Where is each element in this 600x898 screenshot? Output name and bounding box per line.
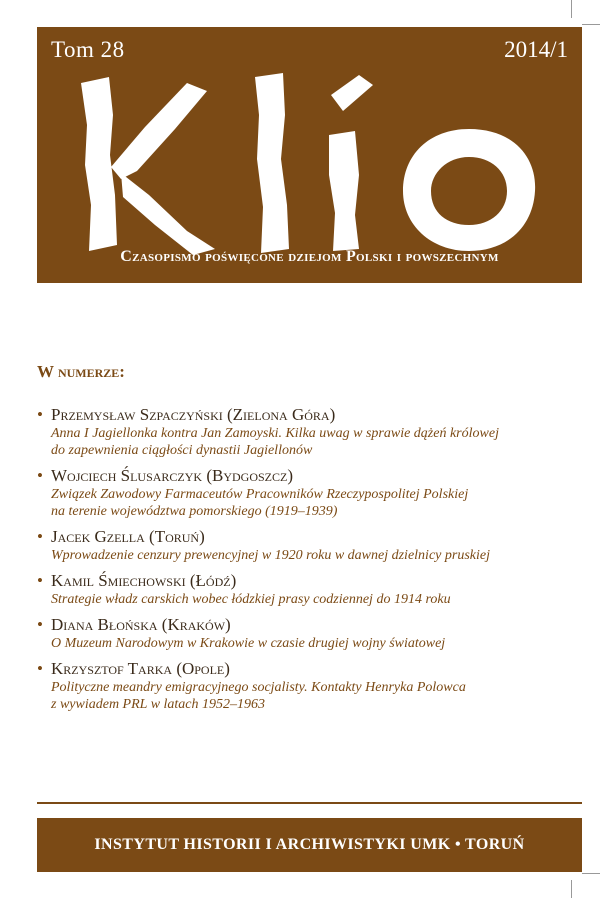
crop-mark [571,0,572,18]
list-item [37,405,582,459]
article-title-line: Wprowadzenie cenzury prewencyjnej w 1920 roku w dawnej dzielnicy pruskiej [51,548,490,563]
article-title-line: z wywiadem PRL w latach 1952–1963 [51,697,266,712]
article-title-line: Związek Zawodowy Farmaceutów Pracowników Rzeczypospolitej Polskiej [51,487,469,502]
klio-logo [37,55,582,255]
article-author: Kamil Śmiechowski (Łódź) [51,571,237,590]
article-title-line: do zapewnienia ciągłości dynastii Jagiellonów [51,443,313,458]
bullet-icon: • [37,466,43,485]
publisher-name: INSTYTUT HISTORII I ARCHIWISTYKI UMK • TORUŃ [94,836,525,853]
article-title-line: Polityczne meandry emigracyjnego socjalisty. Kontakty Henryka Polowca [51,680,466,695]
article-author: Wojciech Ślusarczyk (Bydgoszcz) [51,466,294,485]
journal-subtitle: Czasopismo poświęcone dziejom Polski i powszechnym [120,248,499,265]
table-of-contents [37,405,582,720]
klio-logo-glyphs [81,73,535,255]
article-title-line: na terenie województwa pomorskiego (1919–1939) [51,504,338,519]
article-author: Krzysztof Tarka (Opole) [51,659,230,678]
article-title-line: O Muzeum Narodowym w Krakowie w czasie drugiej wojny światowej [51,636,446,651]
divider [37,802,582,804]
cover-header [37,27,582,283]
bullet-icon: • [37,405,43,424]
bullet-icon: • [37,527,43,546]
article-author: Jacek Gzella (Toruń) [51,527,205,546]
list-item [37,466,582,520]
article-author: Przemysław Szpaczyński (Zielona Góra) [51,405,336,424]
crop-mark [582,24,600,25]
article-author: Diana Błońska (Kraków) [51,615,231,634]
list-item [37,659,582,713]
list-item [37,615,582,652]
volume-number: Tom 28 [51,37,125,62]
issue-number: 2014/1 [504,37,568,62]
crop-mark [571,880,572,898]
article-title-line: Anna I Jagiellonka kontra Jan Zamoyski. Kilka uwag w sprawie dążeń królowej [51,426,499,441]
article-title-line: Strategie władz carskich wobec łódzkiej prasy codziennej do 1914 roku [51,592,451,607]
bullet-icon: • [37,615,43,634]
crop-mark [582,873,600,874]
list-item [37,527,582,564]
publisher-footer [37,818,582,872]
bullet-icon: • [37,659,43,678]
contents-heading: W numerze: [37,362,125,381]
list-item [37,571,582,608]
bullet-icon: • [37,571,43,590]
